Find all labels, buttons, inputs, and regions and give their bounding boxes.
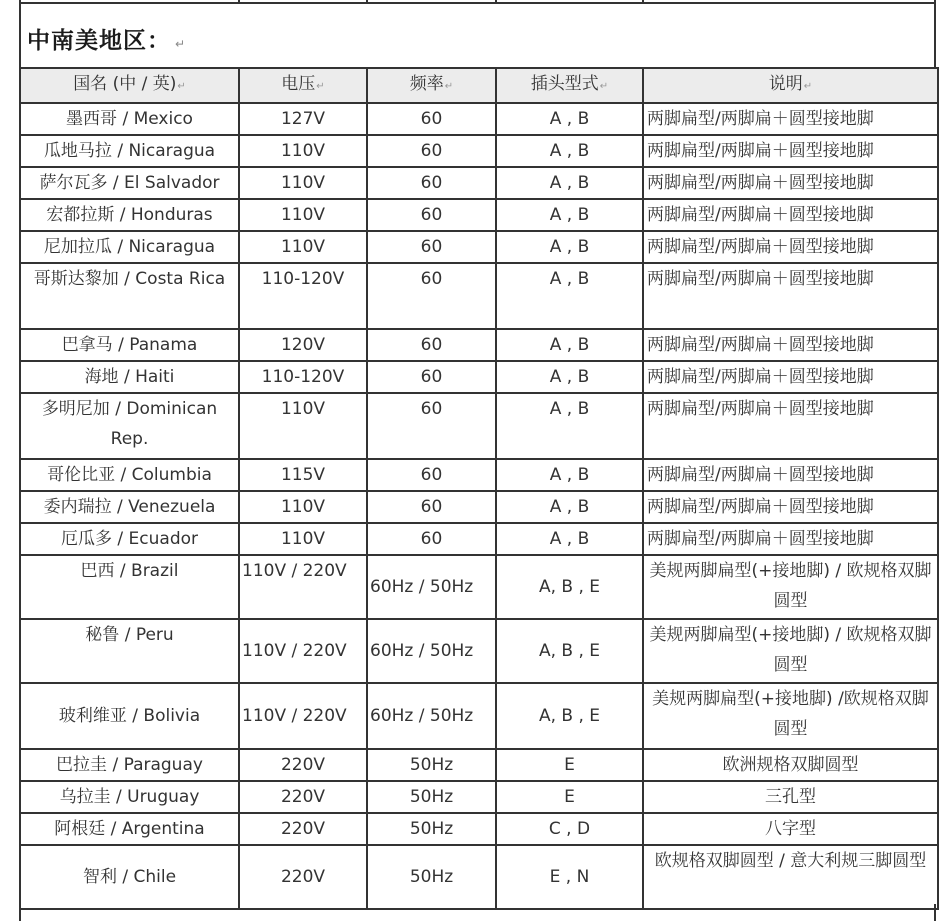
- cell-voltage: 220V: [239, 749, 367, 781]
- table-row: [20, 361, 938, 393]
- cell-description: 两脚扁型/两脚扁＋圆型接地脚: [643, 523, 938, 555]
- table-row: [20, 813, 938, 845]
- region-title: [27, 22, 186, 55]
- cell-plug: A , B: [496, 393, 643, 459]
- cell-country: 厄瓜多 / Ecuador: [20, 523, 239, 555]
- cell-description: 两脚扁型/两脚扁＋圆型接地脚: [643, 135, 938, 167]
- cell-country: 尼加拉瓜 / Nicaragua: [20, 231, 239, 263]
- table-row: [20, 491, 938, 523]
- cell-plug: A , B: [496, 329, 643, 361]
- cell-voltage: 110V: [239, 393, 367, 459]
- cell-description: 两脚扁型/两脚扁＋圆型接地脚: [643, 231, 938, 263]
- cell-frequency: 60: [367, 263, 496, 329]
- cell-country: 哥伦比亚 / Columbia: [20, 459, 239, 491]
- cell-frequency: 60: [367, 491, 496, 523]
- paragraph-mark-icon: ↵: [175, 37, 187, 51]
- cell-plug: A , B: [496, 263, 643, 329]
- region-heading-cell: [19, 4, 936, 68]
- cell-country: 海地 / Haiti: [20, 361, 239, 393]
- cell-frequency: 50Hz: [367, 781, 496, 813]
- cell-plug: C , D: [496, 813, 643, 845]
- table-row: [20, 103, 938, 135]
- cell-description: 八字型: [643, 813, 938, 845]
- cell-voltage: 115V: [239, 459, 367, 491]
- cell-plug: A , B: [496, 459, 643, 491]
- cell-description: 两脚扁型/两脚扁＋圆型接地脚: [643, 263, 938, 329]
- cell-voltage: 220V: [239, 781, 367, 813]
- cell-voltage: 120V: [239, 329, 367, 361]
- cell-description: 两脚扁型/两脚扁＋圆型接地脚: [643, 459, 938, 491]
- table-row: [20, 329, 938, 361]
- table-row: [20, 749, 938, 781]
- cell-frequency: 50Hz: [367, 845, 496, 909]
- cell-country: 委内瑞拉 / Venezuela: [20, 491, 239, 523]
- cell-frequency: 60Hz / 50Hz: [367, 619, 496, 683]
- table-row: [20, 263, 938, 329]
- cell-frequency: 60: [367, 329, 496, 361]
- header-plug-type: 插头型式↵: [496, 68, 643, 103]
- cell-plug: A, B , E: [496, 619, 643, 683]
- cell-country: 巴西 / Brazil: [20, 555, 239, 619]
- cell-voltage: 220V: [239, 845, 367, 909]
- header-description: 说明↵: [643, 68, 938, 103]
- cell-voltage: 110V: [239, 523, 367, 555]
- cell-frequency: 60: [367, 361, 496, 393]
- cell-plug: A , B: [496, 361, 643, 393]
- cell-voltage: 110V: [239, 167, 367, 199]
- table-row: [20, 459, 938, 491]
- table-row: [20, 523, 938, 555]
- cell-frequency: 60: [367, 523, 496, 555]
- cell-description: 两脚扁型/两脚扁＋圆型接地脚: [643, 199, 938, 231]
- cell-plug: A, B , E: [496, 555, 643, 619]
- cell-description: 两脚扁型/两脚扁＋圆型接地脚: [643, 103, 938, 135]
- cell-country: 多明尼加 / Dominican Rep.: [20, 393, 239, 459]
- cell-voltage: 110V / 220V: [239, 555, 367, 619]
- table-row: [20, 683, 938, 749]
- cell-country: 巴拉圭 / Paraguay: [20, 749, 239, 781]
- cell-description: 美规两脚扁型(+接地脚) / 欧规格双脚圆型: [643, 619, 938, 683]
- cell-plug: A, B , E: [496, 683, 643, 749]
- voltage-table: [19, 67, 939, 910]
- cell-voltage: 110-120V: [239, 361, 367, 393]
- cell-frequency: 60: [367, 459, 496, 491]
- cell-description: 两脚扁型/两脚扁＋圆型接地脚: [643, 491, 938, 523]
- cell-country: 巴拿马 / Panama: [20, 329, 239, 361]
- cell-frequency: 60Hz / 50Hz: [367, 555, 496, 619]
- cell-description: 两脚扁型/两脚扁＋圆型接地脚: [643, 393, 938, 459]
- table-header-row: [20, 68, 938, 103]
- table-row: [20, 845, 938, 909]
- header-voltage: 电压↵: [239, 68, 367, 103]
- cell-frequency: 60: [367, 199, 496, 231]
- cell-plug: A , B: [496, 167, 643, 199]
- table-row: [20, 167, 938, 199]
- cell-country: 乌拉圭 / Uruguay: [20, 781, 239, 813]
- table-row: [20, 135, 938, 167]
- table-row: [20, 393, 938, 459]
- cell-voltage: 127V: [239, 103, 367, 135]
- cell-country: 秘鲁 / Peru: [20, 619, 239, 683]
- cell-frequency: 60Hz / 50Hz: [367, 683, 496, 749]
- cell-plug: A , B: [496, 523, 643, 555]
- cell-voltage: 110V / 220V: [239, 619, 367, 683]
- cell-voltage: 110V: [239, 135, 367, 167]
- cell-country: 墨西哥 / Mexico: [20, 103, 239, 135]
- header-frequency: 频率↵: [367, 68, 496, 103]
- cell-frequency: 60: [367, 135, 496, 167]
- cell-voltage: 110V: [239, 491, 367, 523]
- cell-country: 阿根廷 / Argentina: [20, 813, 239, 845]
- cell-plug: A , B: [496, 135, 643, 167]
- next-row-left-edge: [19, 904, 21, 921]
- cell-voltage: 110-120V: [239, 263, 367, 329]
- table-row: [20, 199, 938, 231]
- cell-plug: E , N: [496, 845, 643, 909]
- cell-voltage: 220V: [239, 813, 367, 845]
- cell-frequency: 60: [367, 167, 496, 199]
- cell-description: 两脚扁型/两脚扁＋圆型接地脚: [643, 361, 938, 393]
- cell-description: 美规两脚扁型(+接地脚) / 欧规格双脚圆型: [643, 555, 938, 619]
- cell-frequency: 60: [367, 393, 496, 459]
- cell-frequency: 50Hz: [367, 813, 496, 845]
- table-row: [20, 619, 938, 683]
- cell-plug: E: [496, 781, 643, 813]
- cell-plug: E: [496, 749, 643, 781]
- cell-country: 玻利维亚 / Bolivia: [20, 683, 239, 749]
- cell-country: 瓜地马拉 / Nicaragua: [20, 135, 239, 167]
- cell-country: 萨尔瓦多 / El Salvador: [20, 167, 239, 199]
- cell-country: 智利 / Chile: [20, 845, 239, 909]
- cell-plug: A , B: [496, 491, 643, 523]
- cell-description: 三孔型: [643, 781, 938, 813]
- header-country: 国名 (中 / 英)↵: [20, 68, 239, 103]
- cell-plug: A , B: [496, 231, 643, 263]
- cell-voltage: 110V / 220V: [239, 683, 367, 749]
- cell-frequency: 60: [367, 231, 496, 263]
- cell-country: 哥斯达黎加 / Costa Rica: [20, 263, 239, 329]
- table-row: [20, 231, 938, 263]
- cell-plug: A , B: [496, 199, 643, 231]
- next-row-right-edge: [934, 904, 936, 921]
- table-row: [20, 555, 938, 619]
- cell-plug: A , B: [496, 103, 643, 135]
- cell-description: 欧洲规格双脚圆型: [643, 749, 938, 781]
- table-row: [20, 781, 938, 813]
- cell-frequency: 50Hz: [367, 749, 496, 781]
- cell-description: 两脚扁型/两脚扁＋圆型接地脚: [643, 329, 938, 361]
- cell-country: 宏都拉斯 / Honduras: [20, 199, 239, 231]
- region-title-text: 中南美地区：: [27, 28, 171, 54]
- cell-description: 欧规格双脚圆型 / 意大利规三脚圆型: [643, 845, 938, 909]
- cell-voltage: 110V: [239, 199, 367, 231]
- cell-description: 美规两脚扁型(+接地脚) /欧规格双脚圆型: [643, 683, 938, 749]
- cell-voltage: 110V: [239, 231, 367, 263]
- cell-frequency: 60: [367, 103, 496, 135]
- cell-description: 两脚扁型/两脚扁＋圆型接地脚: [643, 167, 938, 199]
